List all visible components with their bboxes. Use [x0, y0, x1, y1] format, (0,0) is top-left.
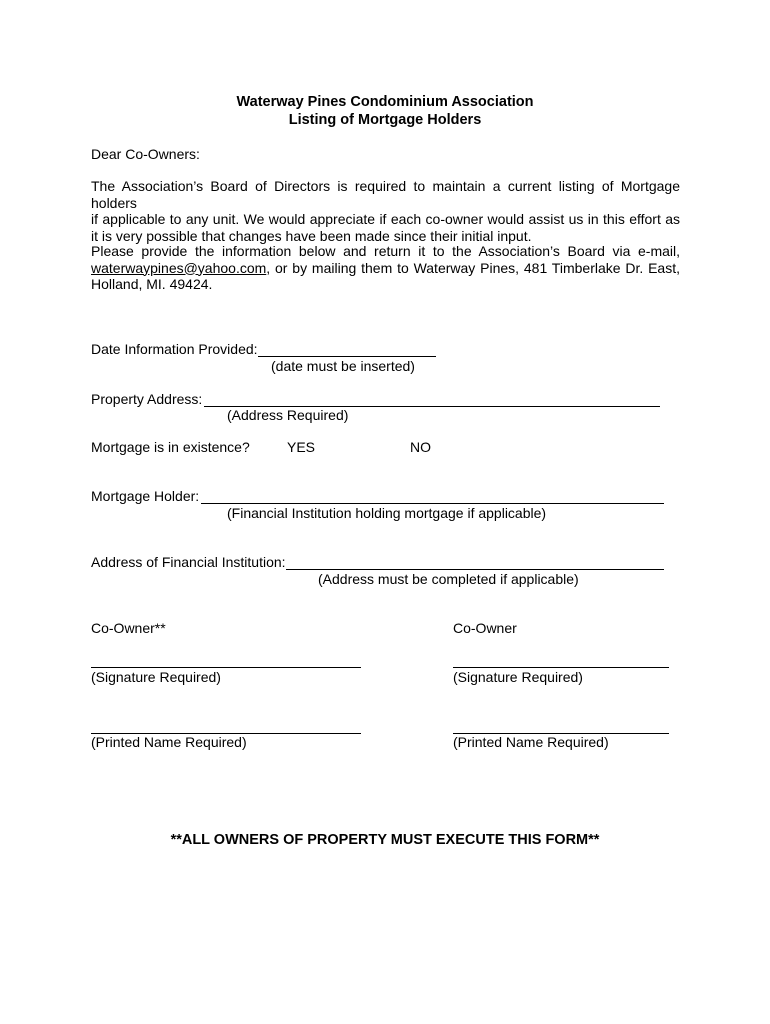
coowner-1-signature-field[interactable] — [91, 667, 361, 668]
coowner-1-signature-hint: (Signature Required) — [91, 669, 221, 685]
instructions-line-3: Holland, MI. 49424. — [91, 276, 213, 292]
intro-line-2: if applicable to any unit. We would appreciate if each co-owner would assist us in this effort as — [91, 211, 680, 227]
fi-address-field[interactable] — [286, 569, 664, 570]
mortgage-holder-hint: (Financial Institution holding mortgage if applicable) — [227, 505, 547, 521]
instructions-line-2-rest: , or by mailing them to Waterway Pines, 481 Timberlake Dr. East, — [266, 259, 680, 276]
no-option[interactable]: NO — [410, 439, 431, 455]
fi-address-label: Address of Financial Institution: — [91, 554, 286, 570]
mortgage-holder-label: Mortgage Holder: — [91, 488, 200, 504]
property-address-label: Property Address: — [91, 391, 203, 407]
mortgage-existence-label: Mortgage is in existence? — [91, 439, 250, 455]
property-address-hint: (Address Required) — [227, 407, 349, 423]
coowner-2-printed-name-hint: (Printed Name Required) — [453, 734, 609, 750]
coowner-2-signature-hint: (Signature Required) — [453, 669, 583, 685]
yes-option[interactable]: YES — [287, 439, 316, 455]
document-title: Waterway Pines Condominium Association — [236, 94, 534, 110]
instructions-paragraph — [91, 243, 680, 293]
coowner-1-printed-name-hint: (Printed Name Required) — [91, 734, 247, 750]
email-link[interactable]: waterwaypines@yahoo.com — [91, 259, 267, 276]
fi-address-hint: (Address must be completed if applicable) — [318, 571, 579, 587]
intro-paragraph — [91, 178, 680, 244]
mortgage-holder-field[interactable] — [201, 503, 664, 504]
date-field[interactable] — [258, 356, 436, 357]
coowner-1-label: Co-Owner** — [91, 620, 166, 636]
coowner-2-signature-field[interactable] — [453, 667, 669, 668]
instructions-line-1: Please provide the information below and return it to the Association’s Board via e-mail, — [91, 243, 680, 259]
document-subtitle: Listing of Mortgage Holders — [288, 112, 482, 128]
date-hint: (date must be inserted) — [271, 358, 415, 374]
salutation: Dear Co-Owners: — [91, 146, 200, 162]
intro-line-3: it is very possible that changes have been made since their initial input. — [91, 227, 532, 244]
instructions-line-2 — [91, 260, 680, 277]
intro-line-1: The Association’s Board of Directors is required to maintain a current listing of Mortgage holders — [91, 178, 680, 211]
coowner-2-label: Co-Owner — [453, 620, 517, 636]
date-label: Date Information Provided: — [91, 341, 258, 357]
execution-notice: **ALL OWNERS OF PROPERTY MUST EXECUTE THIS FORM** — [170, 832, 600, 848]
